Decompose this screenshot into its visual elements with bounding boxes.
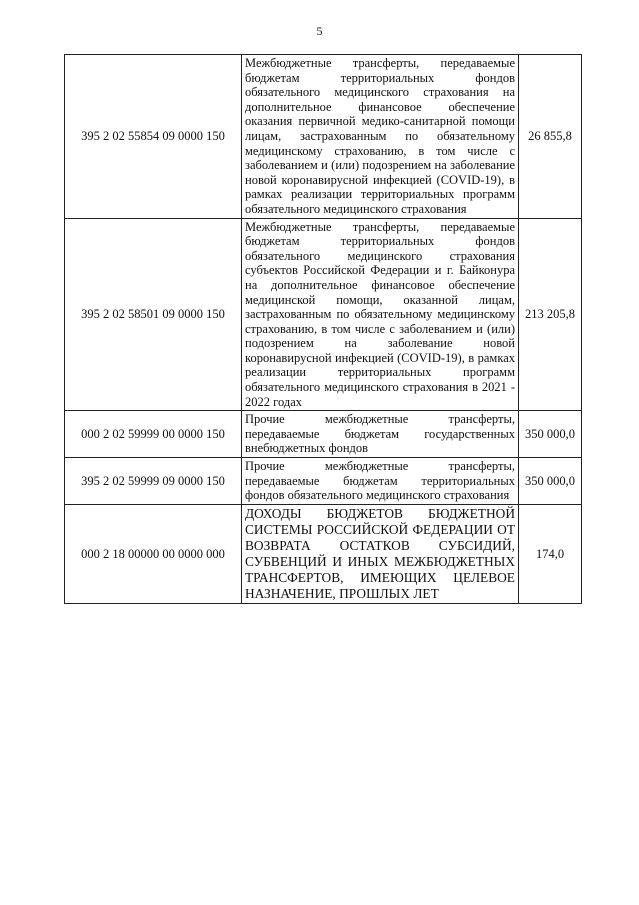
revenue-amount-cell: 350 000,0 <box>519 458 582 505</box>
table-row <box>65 218 582 411</box>
revenue-amount-cell: 26 855,8 <box>519 55 582 219</box>
budget-revenue-table <box>64 54 582 604</box>
revenue-amount-cell: 213 205,8 <box>519 218 582 411</box>
revenue-code-cell: 000 2 02 59999 00 0000 150 <box>65 411 242 458</box>
revenue-code-cell: 395 2 02 55854 09 0000 150 <box>65 55 242 219</box>
revenue-code-cell: 000 2 18 00000 00 0000 000 <box>65 504 242 603</box>
revenue-name-cell: ДОХОДЫ БЮДЖЕТОВ БЮДЖЕТНОЙ СИСТЕМЫ РОССИЙСКОЙ ФЕДЕРАЦИИ ОТ ВОЗВРАТА ОСТАТКОВ СУБСИДИЙ, СУБВЕНЦИЙ И ИНЫХ МЕЖБЮДЖЕТНЫХ ТРАНСФЕРТОВ, ИМЕЮЩИХ ЦЕЛЕВОЕ НАЗНАЧЕНИЕ, ПРОШЛЫХ ЛЕТ <box>242 504 519 603</box>
table-row <box>65 411 582 458</box>
table-row <box>65 55 582 219</box>
revenue-name-cell: Прочие межбюджетные трансферты, передаваемые бюджетам государственных внебюджетных фондов <box>242 411 519 458</box>
table-row <box>65 458 582 505</box>
table-row <box>65 504 582 603</box>
revenue-amount-cell: 174,0 <box>519 504 582 603</box>
revenue-code-cell: 395 2 02 59999 09 0000 150 <box>65 458 242 505</box>
page-number: 5 <box>316 24 323 38</box>
revenue-name-cell: Прочие межбюджетные трансферты, передаваемые бюджетам территориальных фондов обязательного медицинского страхования <box>242 458 519 505</box>
revenue-amount-cell: 350 000,0 <box>519 411 582 458</box>
revenue-name-cell: Межбюджетные трансферты, передаваемые бюджетам территориальных фондов обязательного медицинского страхования на дополнительное финансовое обеспечение оказания первичной медико-санитарной помощи лицам, застрахованным по обязательному медицинскому страхованию, в том числе с заболеванием и (или) подозрением на заболевание новой коронавирусной инфекцией (COVID-19), в рамках реализации территориальных программ обязательного медицинского страхования <box>242 55 519 219</box>
revenue-name-cell: Межбюджетные трансферты, передаваемые бюджетам территориальных фондов обязательного медицинского страхования субъектов Российской Федерации и г. Байконура на дополнительное финансовое обеспечение медицинской помощи, оказанной лицам, застрахованным по обязательному медицинскому страхованию, в том числе с заболеванием и (или) подозрением на заболевание новой коронавирусной инфекцией (COVID-19), в рамках реализации территориальных программ обязательного медицинского страхования в 2021 - 2022 годах <box>242 218 519 411</box>
revenue-code-cell: 395 2 02 58501 09 0000 150 <box>65 218 242 411</box>
